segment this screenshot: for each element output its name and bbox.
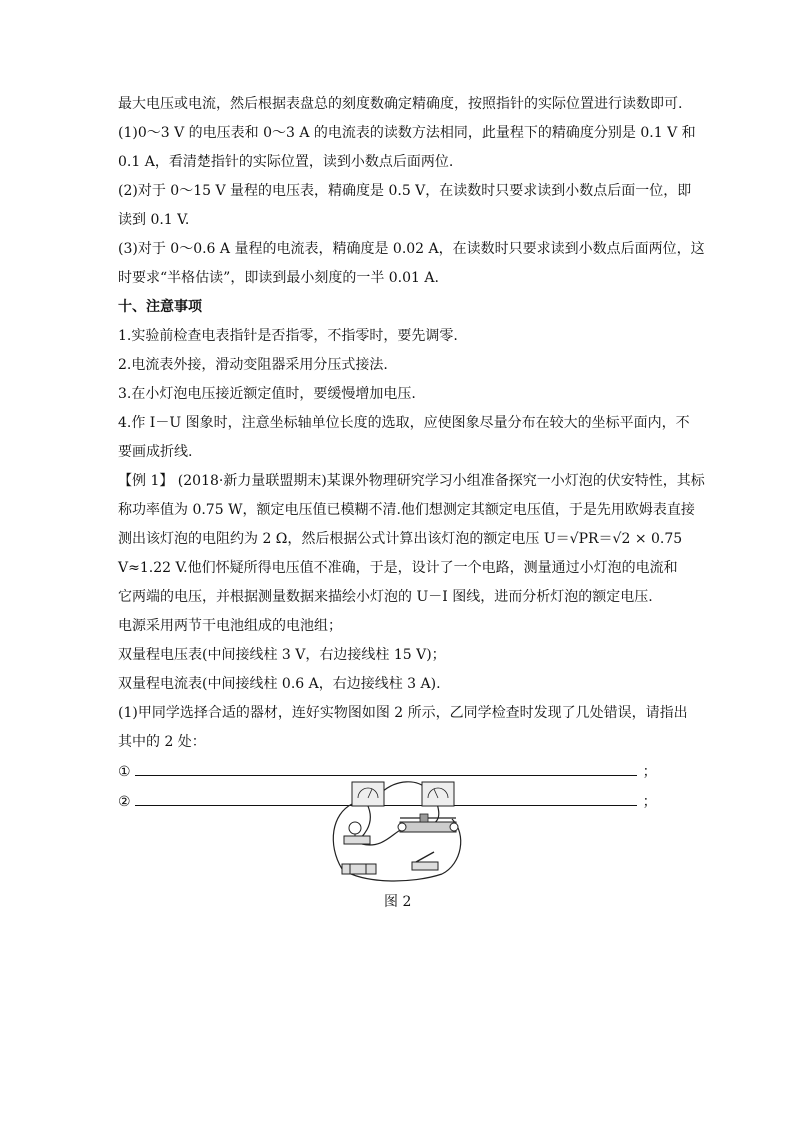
formula-line: 测出该灯泡的电阻约为 2 Ω，然后根据公式计算出该灯泡的额定电压 U＝√PR＝√2 × 0.75 [118,531,683,547]
blank-end: ； [642,764,657,780]
text-line-23: 其中的 2 处： [118,734,206,750]
circuit-figure [322,774,472,889]
ammeter-icon [422,782,454,806]
text-line-9: 1.实验前检查电表指针是否指零，不指零时，要先调零. [118,328,458,344]
battery-icon [342,864,376,874]
text-line-3: 0.1 A，看清楚指针的实际位置，读到小数点后面两位. [118,154,454,170]
text-line-4: (2)对于 0～15 V 量程的电压表，精确度是 0.5 V，在读数时只要求读到小数点后面一位，即 [118,183,692,199]
blank-end: ； [642,794,657,810]
text-line-22: (1)甲同学选择合适的器材，连好实物图如图 2 所示，乙同学检查时发现了几处错误，请指出 [118,705,688,721]
text-line-15: 称功率值为 0.75 W，额定电压值已模糊不清.他们想测定其额定电压值，于是先用欧姆表直接 [118,502,695,518]
voltmeter-icon [352,782,384,806]
text-line-7: 时要求“半格估读”，即读到最小刻度的一半 0.01 A. [118,270,439,286]
figure-caption: 图 2 [384,894,412,910]
text-line-2: (1)0～3 V 的电压表和 0～3 A 的电流表的读数方法相同，此量程下的精确度分别是 0.1 V 和 [118,125,696,141]
text-line-21: 双量程电流表(中间接线柱 0.6 A，右边接线柱 3 A). [118,676,441,692]
text-line-6: (3)对于 0～0.6 A 量程的电流表，精确度是 0.02 A，在读数时只要求读到小数点后面两位，这 [118,241,705,257]
text-line-17: V≈1.22 V.他们怀疑所得电压值不准确，于是，设计了一个电路，测量通过小灯泡的电流和 [118,560,678,576]
text-line-20: 双量程电压表(中间接线柱 3 V，右边接线柱 15 V)； [118,647,446,663]
example-heading-line: 【例 1】 (2018·新力量联盟期末)某课外物理研究学习小组准备探究一小灯泡的伏安特性，其标 [118,473,705,489]
blank-marker: ① [118,764,131,780]
text-line-12: 4.作 I－U 图象时，注意坐标轴单位长度的选取，应使图象尽量分布在较大的坐标平面内，不 [118,415,690,431]
switch-icon [412,852,438,870]
rheostat-icon [398,814,458,832]
text-line-11: 3.在小灯泡电压接近额定值时，要缓慢增加电压. [118,386,416,402]
text-line-18: 它两端的电压，并根据测量数据来描绘小灯泡的 U－I 图线，进而分析灯泡的额定电压. [118,589,653,605]
text-line-10: 2.电流表外接，滑动变阻器采用分压式接法. [118,357,388,373]
text-line-13: 要画成折线. [118,444,193,460]
text-line-1: 最大电压或电流，然后根据表盘总的刻度数确定精确度，按照指针的实际位置进行读数即可. [118,96,683,112]
lamp-icon [344,822,370,844]
text-line-19: 电源采用两节干电池组成的电池组； [118,618,342,634]
blank-marker: ② [118,794,131,810]
section-heading: 十、注意事项 [118,299,202,315]
text-line-5: 读到 0.1 V. [118,212,190,228]
